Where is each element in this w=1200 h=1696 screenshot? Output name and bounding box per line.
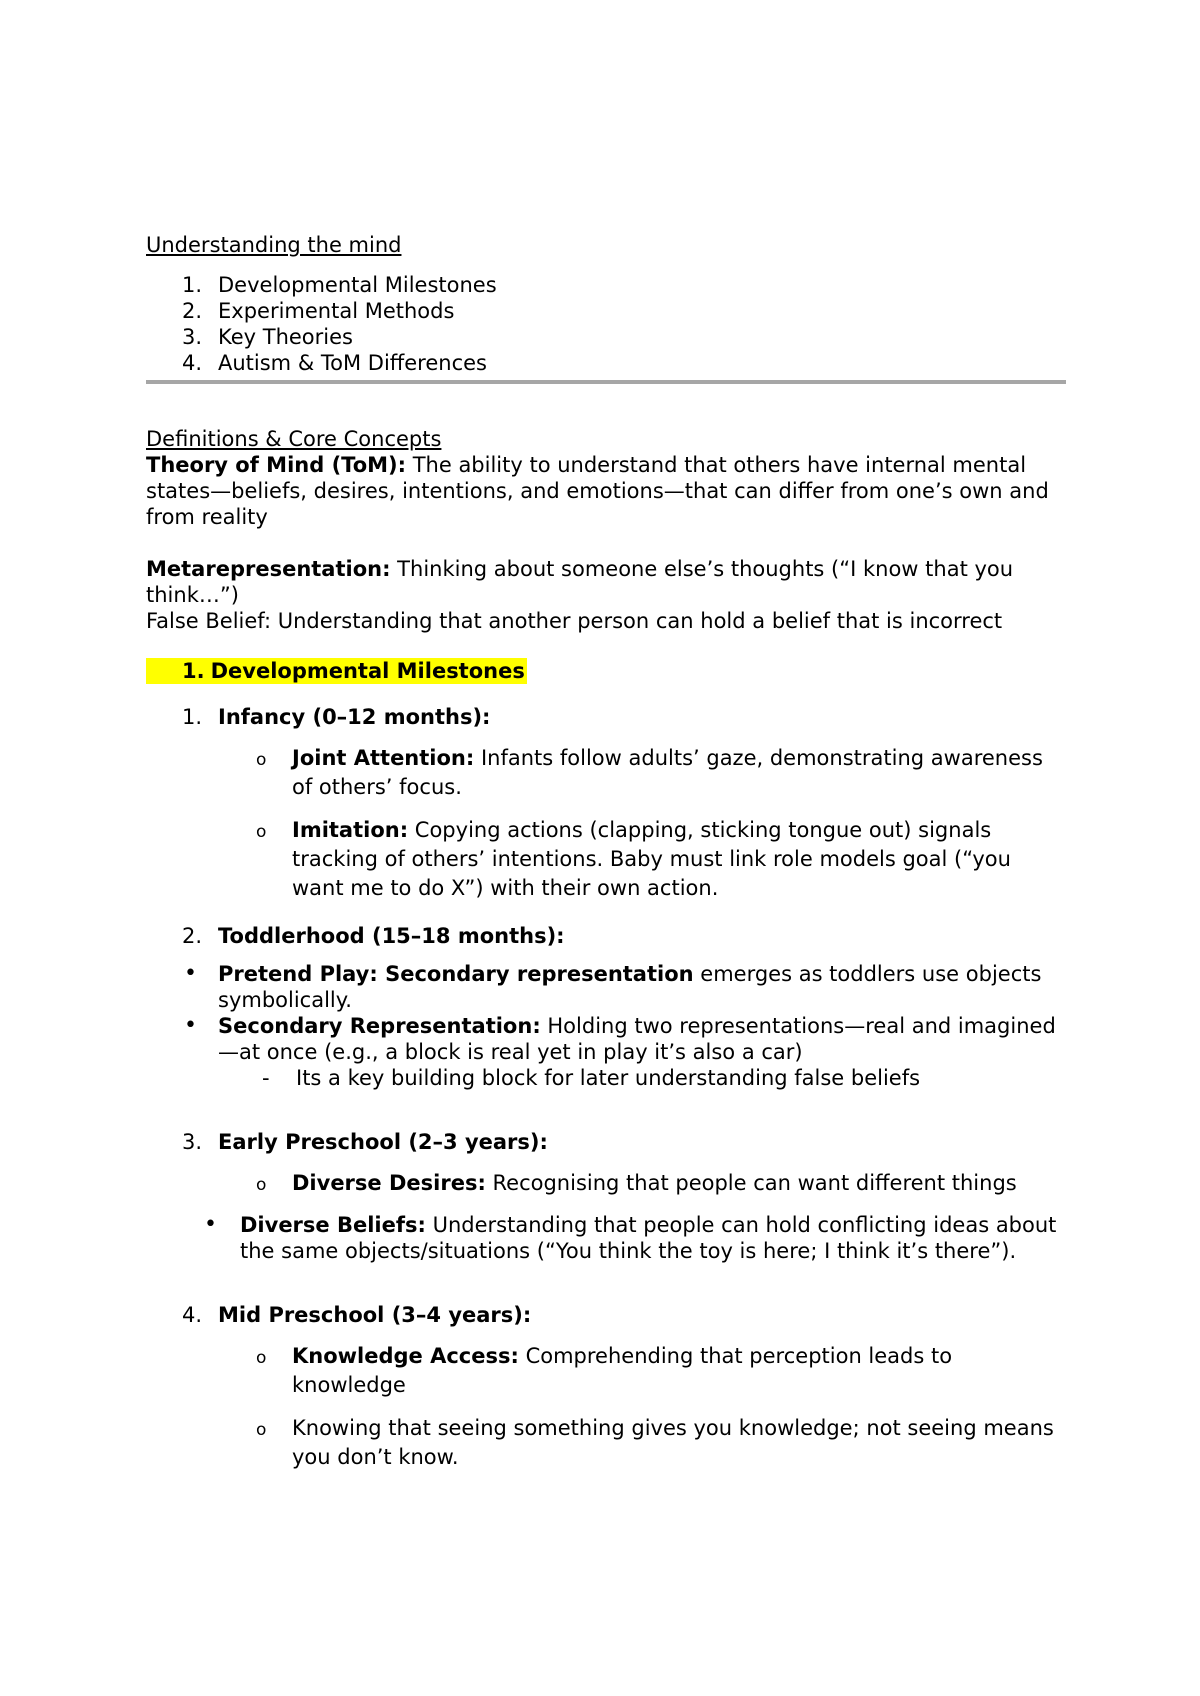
circle-bullet-icon: o [256,1175,267,1195]
toc-label: Key Theories [218,325,353,349]
milestone-label: Early Preschool (2–3 years): [218,1130,548,1154]
section-title: Developmental Milestones [210,659,525,683]
milestone-early-preschool [146,1129,1066,1155]
toc-number: 1. [182,273,203,297]
list-number: 2. [182,924,203,948]
milestone-toddlerhood [146,923,1066,949]
item-text: emerges as toddlers use objects symbolically. [218,962,1042,1012]
list-item [146,1065,1066,1091]
list-item [146,1169,1066,1198]
toc-number: 3. [182,325,203,349]
item-text: Knowing that seeing something gives you knowledge; not seeing means you don’t know. [292,1416,1054,1469]
toc-item [146,324,1066,350]
term-label: Imitation: [292,818,409,842]
bullet-icon: • [204,1212,217,1237]
list-number: 4. [182,1303,203,1327]
false-belief-definition: False Belief: Understanding that another person can hold a belief that is incorrect [146,609,1003,633]
milestone-label: Infancy (0–12 months): [218,705,491,729]
toc-label: Developmental Milestones [218,273,497,297]
item-text: Copying actions (clapping, sticking tongue out) signals tracking of others’ intentions. Baby must link role models goal (“you want me to do X”) with their own action. [292,818,1011,900]
item-text: Recognising that people can want different things [485,1171,1017,1195]
list-item [146,1013,1066,1065]
term-label: Theory of Mind (ToM): [146,453,407,477]
section-heading-highlighted [146,658,527,684]
list-item [146,816,1066,903]
toc-number: 2. [182,299,203,323]
item-text: Holding two representations—real and imagined—at once (e.g., a block is real yet in play it’s also a car) [218,1014,1056,1064]
toc-item [146,298,1066,324]
circle-bullet-icon: o [256,750,267,770]
list-item [146,961,1066,1013]
toc-item [146,272,1066,298]
list-item [146,1212,1066,1264]
milestone-label: Toddlerhood (15–18 months): [218,924,565,948]
term-label: Diverse Desires: [292,1171,486,1195]
list-item [146,1342,1066,1400]
horizontal-rule [146,380,1066,384]
milestone-label: Mid Preschool (3–4 years): [218,1303,532,1327]
bullet-icon: • [184,1013,197,1038]
metarepresentation-definition [146,556,1066,608]
term-label: Pretend Play: [218,962,378,986]
term-label: Metarepresentation: [146,557,391,581]
item-text: Comprehending that perception leads to knowledge [292,1344,953,1397]
document-title: Understanding the mind [146,233,402,257]
document-page [146,232,1066,1472]
list-number: 3. [182,1130,203,1154]
circle-bullet-icon: o [256,1420,267,1440]
item-text: Understanding that people can hold conflicting ideas about the same objects/situations (“You think the toy is here; I think it’s there”). [240,1213,1057,1263]
circle-bullet-icon: o [256,1348,267,1368]
toc-item [146,350,1066,376]
term-label: Diverse Beliefs: [240,1213,426,1237]
list-item [146,744,1066,802]
term-label: Knowledge Access: [292,1344,519,1368]
term-label: Secondary representation [377,962,694,986]
item-text: Its a key building block for later understanding false beliefs [296,1066,921,1090]
definition-text: Thinking about someone else’s thoughts (“I know that you think…”) [146,557,1014,607]
definitions-heading: Definitions & Core Concepts [146,427,442,451]
item-text: Infants follow adults’ gaze, demonstrating awareness of others’ focus. [292,746,1043,799]
dash-bullet-icon: - [262,1066,270,1090]
milestone-mid-preschool [146,1302,1066,1328]
bullet-icon: • [184,961,197,986]
list-item [146,1414,1066,1472]
circle-bullet-icon: o [256,822,267,842]
toc-label: Autism & ToM Differences [218,351,487,375]
section-number: 1. [182,659,205,683]
milestone-infancy [146,704,1066,730]
term-label: Joint Attention: [292,746,475,770]
toc-label: Experimental Methods [218,299,455,323]
list-number: 1. [182,705,203,729]
toc-number: 4. [182,351,203,375]
tom-definition [146,452,1066,530]
definition-text: The ability to understand that others have internal mental states—beliefs, desires, intentions, and emotions—that can differ from one’s own and from reality [146,453,1049,529]
term-label: Secondary Representation: [218,1014,541,1038]
table-of-contents [146,272,1066,376]
